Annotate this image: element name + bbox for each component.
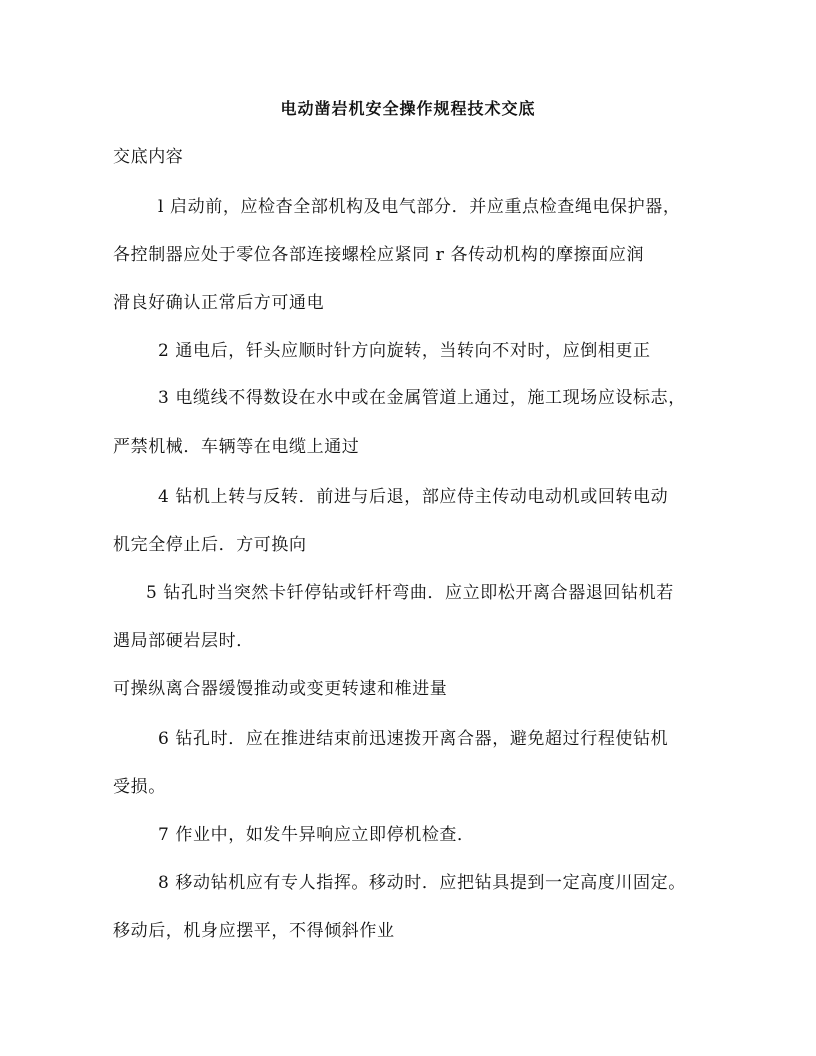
text-line-3: 滑良好确认正常后方可通电 [113, 293, 325, 313]
text-line-11: 可操纵离合器缓馒推动或变更转逮和椎进量 [113, 679, 448, 699]
text-line-14: 7 作业中，如发牛异响应立即停机检查． [158, 825, 475, 845]
section-label: 交底内容 [113, 147, 184, 167]
text-line-6: 严禁机械．车辆等在电缆上通过 [113, 437, 360, 457]
text-line-13: 受损。 [113, 777, 166, 797]
text-line-1: l 启动前，应检杳全部机构及电气部分．并应重点检查绳电保护器， [158, 197, 681, 217]
text-line-16: 移动后，机身应摆平，不得倾斜作业 [113, 921, 395, 941]
text-line-2: 各控制器应处于零位各部连接螺栓应紧同 r 各传动机构的摩擦面应润 [113, 245, 645, 265]
text-line-5: 3 电缆线不得数设在水中或在金属管道上通过，施工现场应设标志， [158, 388, 686, 408]
text-line-8: 机完全停止后．方可换向 [113, 535, 307, 555]
document-title: 电动凿岩机安全操作规程技术交底 [280, 99, 536, 118]
text-line-15: 8 移动钻机应有专人指挥。移动时．应把钻具提到一定高度川固定。 [158, 873, 686, 893]
text-line-7: 4 钻机上转与反转．前进与后退，部应侍主传动电动机或回转电动 [158, 487, 669, 507]
text-line-9: 5 钻孔时当突然卡钎停钻或钎杆弯曲．应立即松开离合器退回钻机若 [146, 583, 674, 603]
text-line-10: 遇局部硬岩层时． [113, 631, 254, 651]
text-line-12: 6 钻孔时．应在推进结束前迅速拨开离合器，避免超过行程使钻机 [158, 729, 669, 749]
text-line-4: 2 通电后，钎头应顺时针方向旋转，当转向不对时，应倒相更正 [158, 341, 651, 361]
